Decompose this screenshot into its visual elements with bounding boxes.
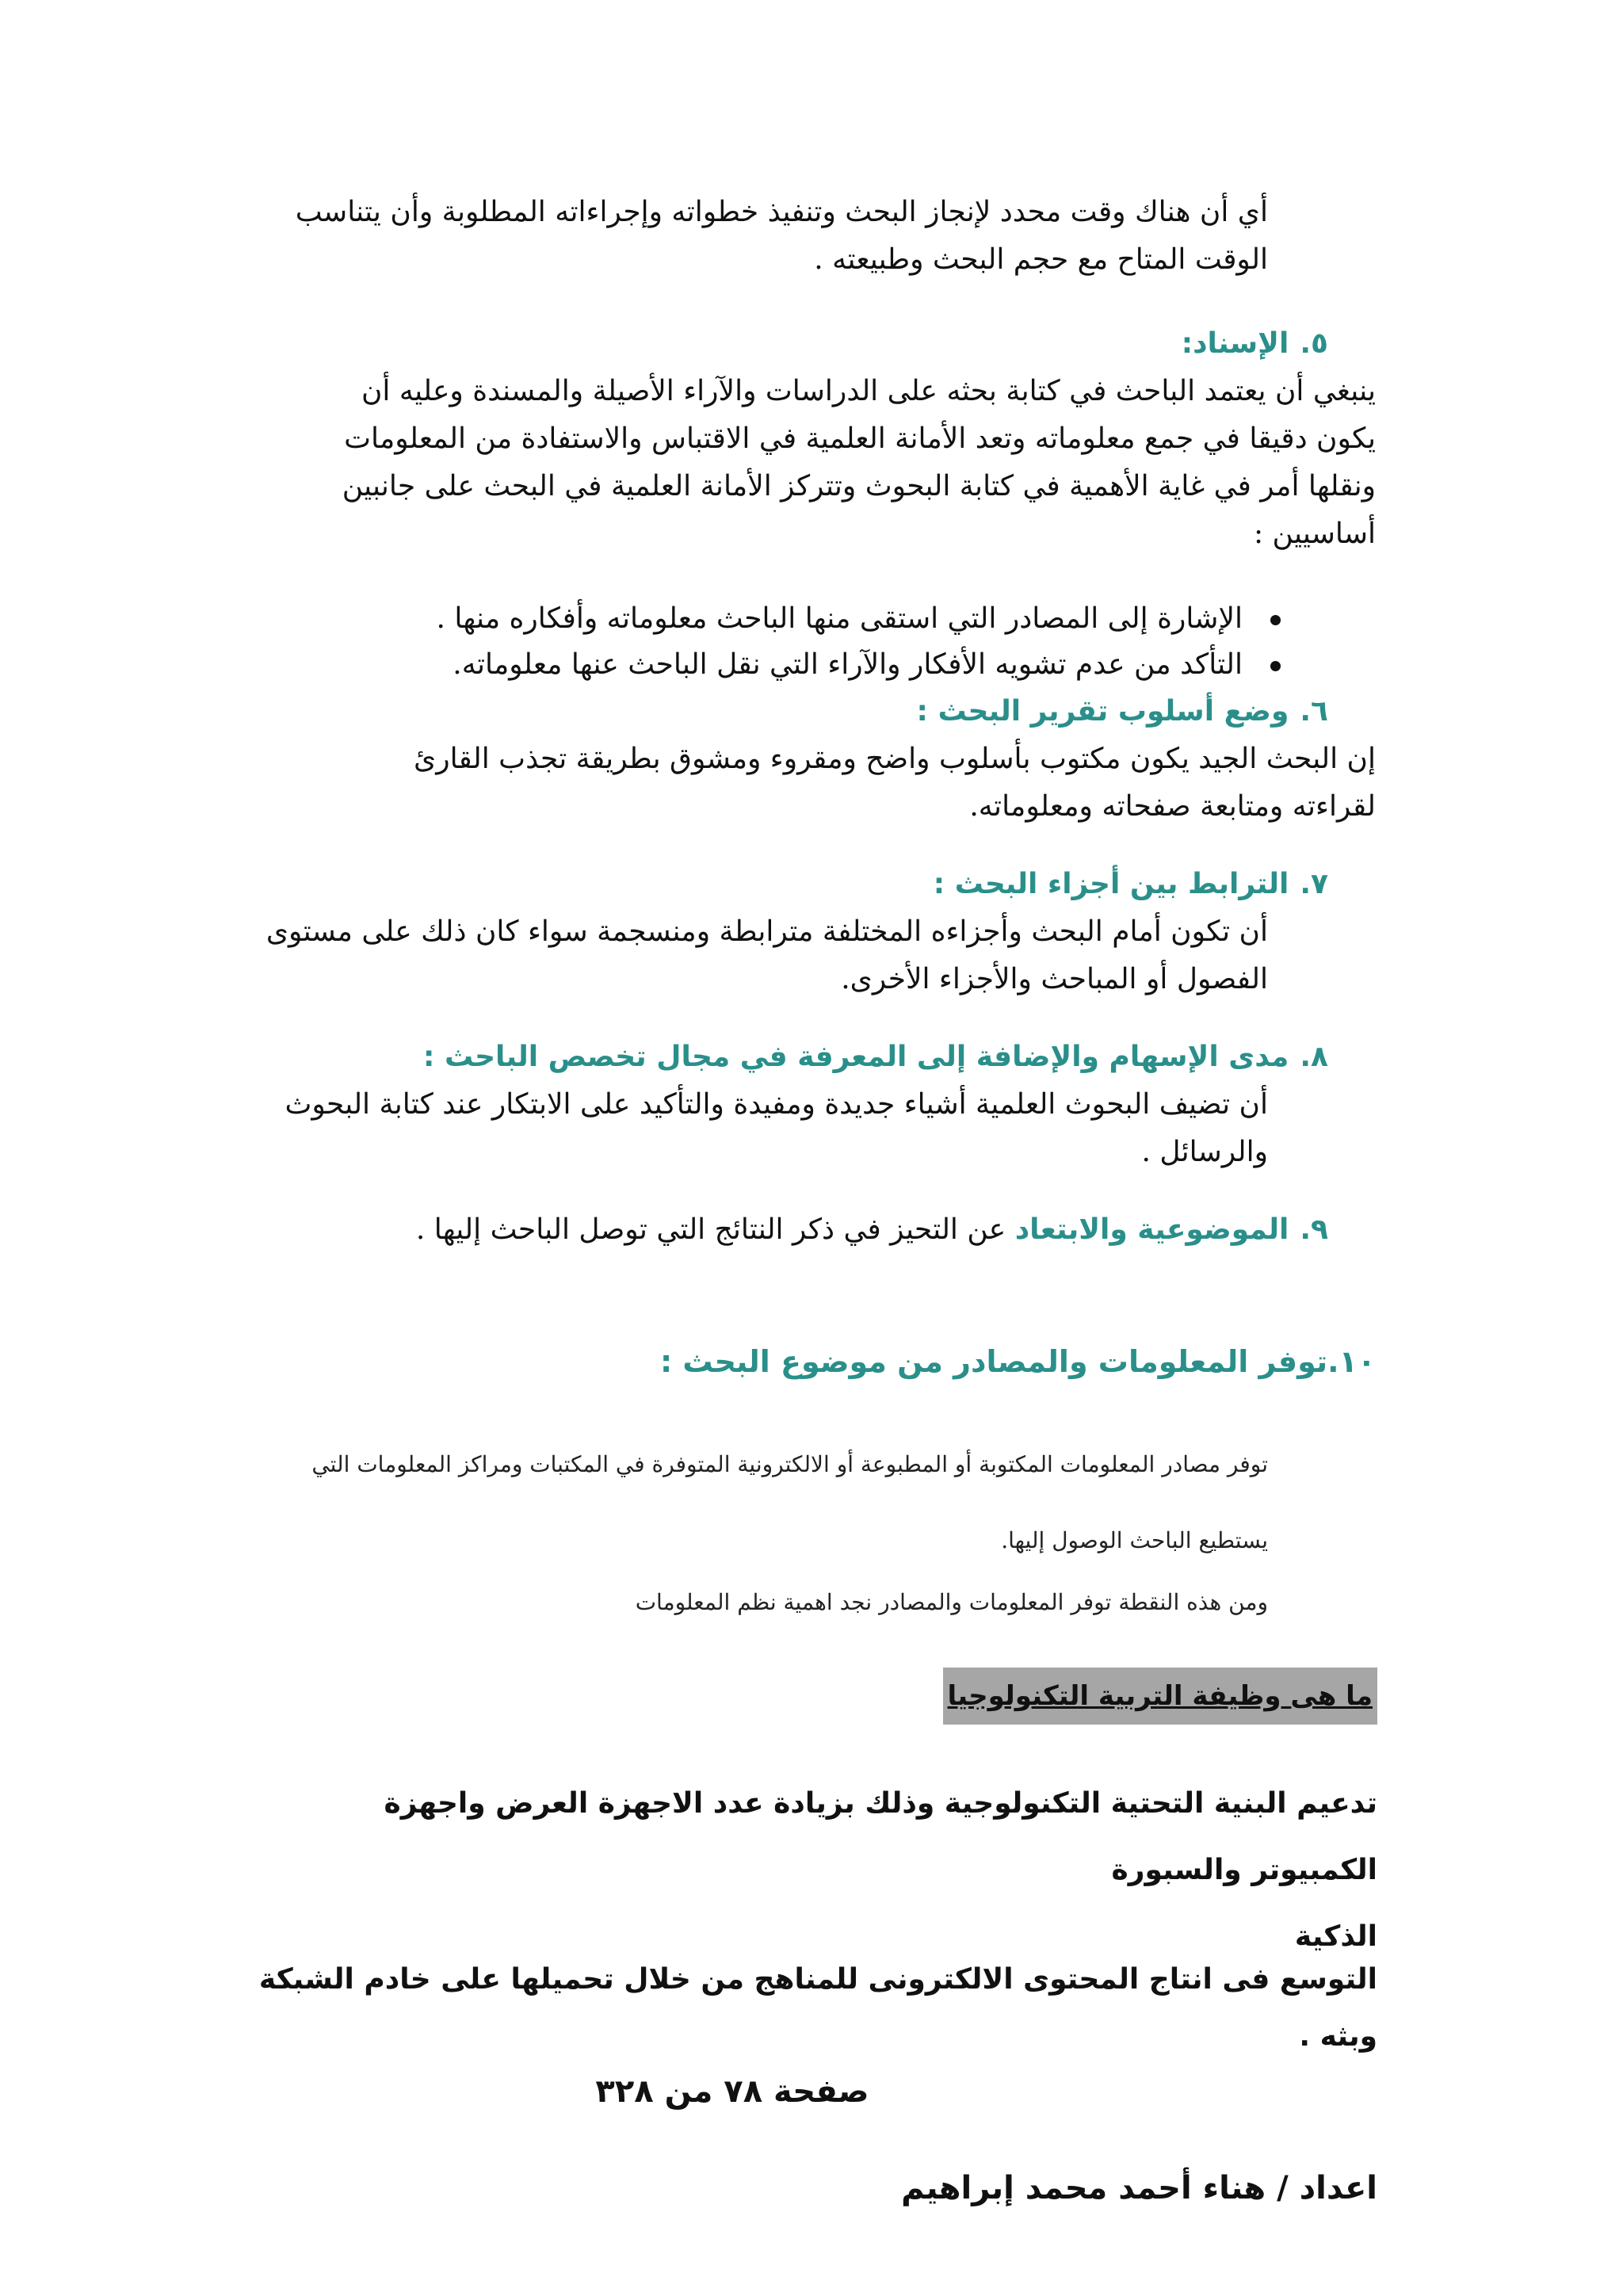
tech-paragraph-2-text: التوسع فى انتاج المحتوى الالكترونى للمناهج من خلال تحميلها على خادم الشبكة وبثه . (258, 1963, 1377, 2053)
bullet-text-2: التأكد من عدم تشويه الأفكار والآراء التي نقل الباحث عنها معلوماته. (453, 648, 1243, 681)
section-5-number: ٥. (1300, 327, 1328, 360)
section-8-number: ٨. (1300, 1041, 1328, 1073)
section-5-line-3: ونقلها أمر في غاية الأهمية في كتابة البحوث وتتركز الأمانة العلمية في البحث على جانبين (342, 470, 1376, 502)
section-10-heading (266, 1339, 1376, 1384)
section-9-number: ٩. (1300, 1213, 1328, 1246)
section-5-bullets (330, 596, 1281, 688)
section-7-body (222, 908, 1268, 1003)
bullet-icon (1270, 661, 1281, 671)
author-credit (268, 2160, 1377, 2216)
section-6-line-2: لقراءته ومتابعة صفحاته ومعلوماته. (969, 790, 1376, 823)
tech-heading-wrapper (268, 1668, 1377, 1725)
section-8-line-2: والرسائل . (1141, 1136, 1268, 1168)
section-5-line-4: أساسيين : (1253, 518, 1376, 550)
section-6-title: وضع أسلوب تقرير البحث : (916, 695, 1289, 728)
intro-paragraph (222, 189, 1268, 292)
section-10-number: ١٠. (1327, 1344, 1376, 1379)
tech-paragraph-1 (252, 1771, 1377, 1970)
page-number (0, 2064, 1623, 2119)
tech-paragraph-1-line-2: الذكية (1294, 1920, 1377, 1953)
section-7-line-2: الفصول أو المباحث والأجزاء الأخرى. (841, 963, 1268, 995)
section-5-body (250, 368, 1376, 558)
intro-line-2: الوقت المتاح مع حجم البحث وطبيعته . (814, 243, 1268, 276)
section-9-text: عن التحيز في ذكر النتائج التي توصل الباحث إليها . (415, 1213, 1006, 1246)
section-10-line-1: توفر مصادر المعلومات المكتوبة أو المطبوعة أو الالكترونية المتوفرة في المكتبات ومراكز المعلومات التي (311, 1451, 1268, 1477)
intro-line-1: أي أن هناك وقت محدد لإنجاز البحث وتنفيذ خطواته وإجراءاته المطلوبة وأن يتناسب (295, 196, 1268, 228)
section-6-heading (298, 690, 1328, 734)
section-8-line-1: أن تضيف البحوث العلمية أشياء جديدة ومفيدة والتأكيد على الابتكار عند كتابة البحوث (285, 1088, 1268, 1121)
author-text: اعداد / هناء أحمد محمد إبراهيم (901, 2170, 1377, 2206)
tech-paragraph-2 (252, 1951, 1377, 2065)
tech-paragraph-1-line-1: تدعيم البنية التحتية التكنولوجية وذلك بزيادة عدد الاجهزة العرض واجهزة الكمبيوتر والسبورة (384, 1787, 1377, 1886)
tech-heading: ما هى وظيفة التربية التكنولوجيا (943, 1668, 1377, 1725)
section-5-line-1: ينبغي أن يعتمد الباحث في كتابة بحثه على الدراسات والآراء الأصيلة والمسندة وعليه أن (361, 375, 1376, 407)
bullet-list (330, 596, 1281, 688)
bullet-item (330, 596, 1281, 642)
section-7-title: الترابط بين أجزاء البحث : (933, 868, 1289, 900)
section-10-body (222, 1427, 1268, 1579)
section-5-heading (298, 322, 1328, 366)
page-number-text: صفحة ٧٨ من ٣٢٨ (595, 2073, 869, 2110)
section-5-line-2: يكون دقيقا في جمع معلوماته وتعد الأمانة العلمية في الاقتباس والاستفادة من المعلومات (344, 422, 1376, 455)
section-9-title: الموضوعية والابتعاد (1014, 1213, 1289, 1246)
section-10-note (222, 1584, 1268, 1622)
section-5-title: الإسناد: (1181, 327, 1289, 360)
bullet-icon (1270, 615, 1281, 625)
section-10-title: توفر المعلومات والمصادر من موضوع البحث : (659, 1344, 1328, 1379)
bullet-text-1: الإشارة إلى المصادر التي استقى منها الباحث معلوماته وأفكاره منها . (436, 602, 1243, 635)
section-8-title: مدى الإسهام والإضافة إلى المعرفة في مجال تخصص الباحث : (423, 1041, 1289, 1073)
section-10-note-text: ومن هذه النقطة توفر المعلومات والمصادر نجد اهمية نظم المعلومات (635, 1589, 1268, 1615)
section-7-line-1: أن تكون أمام البحث وأجزاءه المختلفة مترابطة ومنسجمة سواء كان ذلك على مستوى (265, 915, 1268, 948)
section-9-paragraph (282, 1206, 1328, 1254)
bullet-item (330, 642, 1281, 688)
section-10-line-2: يستطيع الباحث الوصول إليها. (1001, 1527, 1268, 1553)
section-6-line-1: إن البحث الجيد يكون مكتوب بأسلوب واضح ومقروء ومشوق بطريقة تجذب القارئ (414, 743, 1376, 775)
section-8-heading (298, 1035, 1328, 1079)
section-8-body (222, 1081, 1268, 1176)
section-6-number: ٦. (1300, 695, 1328, 728)
section-6-body (250, 735, 1376, 831)
section-7-number: ٧. (1300, 868, 1328, 900)
section-7-heading (298, 862, 1328, 907)
